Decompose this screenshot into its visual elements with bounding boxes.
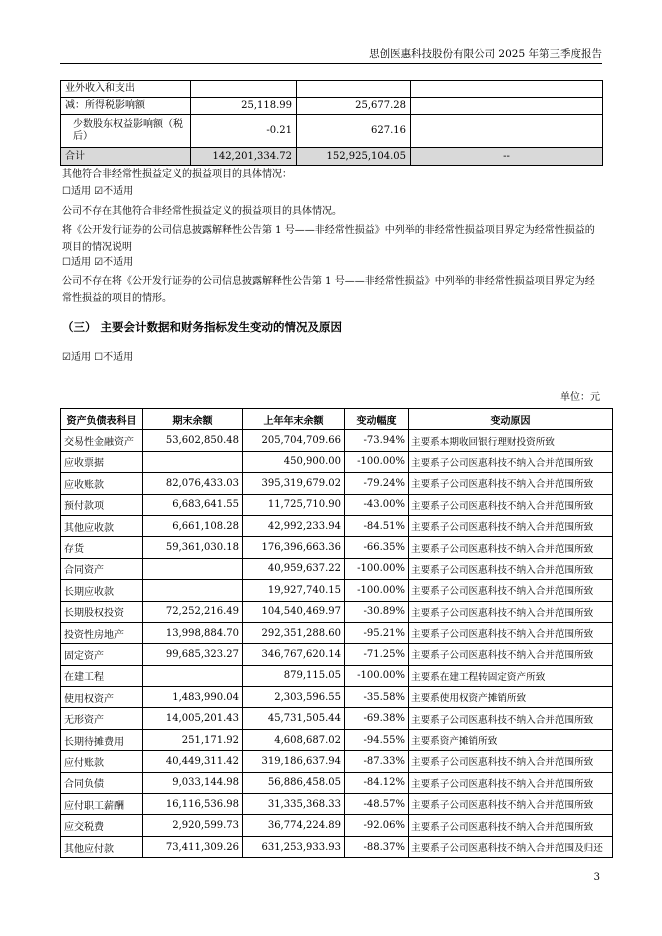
table-row [61,601,613,622]
change-rate: -66.35% [345,537,409,558]
change-reason: 主要系子公司医惠科技不纳入合并范围及归还 [409,836,613,857]
table-row [61,451,613,472]
page-number: 3 [593,872,600,883]
section-title: （三） 主要会计数据和财务指标发生变动的情况及原因 [62,320,343,334]
table-row [61,794,613,815]
table-row [61,644,613,665]
item-name: 交易性金融资产 [61,430,143,451]
item-name: 长期应收款 [61,580,143,601]
change-reason: 主要系子公司医惠科技不纳入合并范围所致 [409,644,613,665]
header-divider [60,63,602,64]
year-to-date-value: 627.16 [297,115,411,148]
table-row [61,537,613,558]
item-name: 长期待摊费用 [61,729,143,750]
item-name: 固定资产 [61,644,143,665]
column-header: 变动幅度 [345,409,409,430]
item-name: 使用权资产 [61,687,143,708]
change-rate: -69.38% [345,708,409,729]
prior-year-end-balance: 40,959,637.22 [243,558,345,579]
change-rate: -94.55% [345,729,409,750]
item-name: 长期股权投资 [61,601,143,622]
change-rate: -100.00% [345,558,409,579]
change-rate: -84.12% [345,772,409,793]
table-row [61,836,613,857]
period-end-balance: 14,005,201.43 [143,708,243,729]
paragraph-other-items: 其他符合非经常性损益定义的损益项目的具体情况： [62,169,292,180]
table-row [61,687,613,708]
table-row [61,665,613,686]
period-end-balance: 53,602,850.48 [143,430,243,451]
prior-year-end-balance: 56,886,458.05 [243,772,345,793]
item-name: 在建工程 [61,665,143,686]
table-row [61,115,603,148]
item-name: 合同负债 [61,772,143,793]
item-name: 应付账款 [61,751,143,772]
table-row [61,622,613,643]
item-name: 预付款项 [61,494,143,515]
column-header: 资产负债表科目 [61,409,143,430]
prior-year-end-balance: 36,774,224.89 [243,815,345,836]
period-end-balance: 1,483,990.04 [143,687,243,708]
period-end-balance: 40,449,311.42 [143,751,243,772]
change-reason: 主要系子公司医惠科技不纳入合并范围所致 [409,537,613,558]
prior-year-end-balance: 176,396,663.36 [243,537,345,558]
change-rate: -100.00% [345,451,409,472]
period-end-balance [143,665,243,686]
prior-year-end-balance: 42,992,233.94 [243,515,345,536]
table-row [61,580,613,601]
row-label: 合计 [61,148,191,166]
item-name: 合同资产 [61,558,143,579]
table-row [61,98,603,115]
prior-year-end-balance: 319,186,637.94 [243,751,345,772]
current-period-value: 142,201,334.72 [191,148,297,166]
period-end-balance: 82,076,433.03 [143,473,243,494]
change-rate: -43.00% [345,494,409,515]
change-rate: -100.00% [345,580,409,601]
note-cell [411,81,603,98]
period-end-balance [143,558,243,579]
table-row [61,430,613,451]
period-end-balance: 6,683,641.55 [143,494,243,515]
table-row [61,729,613,750]
table-row [61,473,613,494]
change-reason: 主要系子公司医惠科技不纳入合并范围所致 [409,451,613,472]
table-row [61,708,613,729]
period-end-balance: 16,116,536.98 [143,794,243,815]
period-end-balance: 59,361,030.18 [143,537,243,558]
table-row [61,558,613,579]
table-row [61,751,613,772]
item-name: 其他应付款 [61,836,143,857]
note-cell [411,115,603,148]
year-to-date-value [297,81,411,98]
prior-year-end-balance: 19,927,740.15 [243,580,345,601]
balance-change-table [60,408,613,858]
paragraph-reclassification: 将《公开发行证券的公司信息披露解释性公告第 1 号——非经常性损益》中列举的非经常性损益项目界定为经常性损益的项目的情况说明 [62,225,595,253]
prior-year-end-balance: 45,731,505.44 [243,708,345,729]
year-to-date-value: 25,677.28 [297,98,411,115]
item-name: 应收账款 [61,473,143,494]
prior-year-end-balance: 292,351,288.60 [243,622,345,643]
change-reason: 主要系在建工程转固定资产所致 [409,665,613,686]
change-reason: 主要系子公司医惠科技不纳入合并范围所致 [409,473,613,494]
column-header: 变动原因 [409,409,613,430]
item-name: 无形资产 [61,708,143,729]
change-reason: 主要系使用权资产摊销所致 [409,687,613,708]
item-name: 存货 [61,537,143,558]
period-end-balance: 99,685,323.27 [143,644,243,665]
period-end-balance: 9,033,144.98 [143,772,243,793]
period-end-balance: 72,252,216.49 [143,601,243,622]
applicability-checkbox-2: ☐适用 ☑不适用 [62,257,134,268]
change-rate: -73.94% [345,430,409,451]
change-rate: -79.24% [345,473,409,494]
change-reason: 主要系子公司医惠科技不纳入合并范围所致 [409,794,613,815]
item-name: 应交税费 [61,815,143,836]
table-row [61,515,613,536]
period-end-balance: 13,998,884.70 [143,622,243,643]
unit-label: 单位：元 [560,392,600,403]
table-row [61,772,613,793]
change-reason: 主要系子公司医惠科技不纳入合并范围所致 [409,515,613,536]
change-rate: -88.37% [345,836,409,857]
column-header: 期末余额 [143,409,243,430]
prior-year-end-balance: 2,303,596.55 [243,687,345,708]
change-reason: 主要系子公司医惠科技不纳入合并范围所致 [409,494,613,515]
non-recurring-table [60,80,603,166]
item-name: 其他应收款 [61,515,143,536]
change-reason: 主要系子公司医惠科技不纳入合并范围所致 [409,751,613,772]
change-rate: -100.00% [345,665,409,686]
item-name: 应收票据 [61,451,143,472]
change-rate: -48.57% [345,794,409,815]
table-header-row [61,409,613,430]
paragraph-no-other-items: 公司不存在其他符合非经常性损益定义的损益项目的具体情况。 [62,206,342,217]
row-label: 业外收入和支出 [61,81,191,98]
table-row [61,148,603,166]
table-row [61,815,613,836]
period-end-balance: 6,661,108.28 [143,515,243,536]
prior-year-end-balance: 104,540,469.97 [243,601,345,622]
period-end-balance [143,451,243,472]
change-rate: -87.33% [345,751,409,772]
note-cell: -- [411,148,603,166]
change-rate: -71.25% [345,644,409,665]
change-rate: -35.58% [345,687,409,708]
paragraph-no-reclassification: 公司不存在将《公开发行证券的公司信息披露解释性公告第 1 号——非经常性损益》中列举的非经常性损益项目界定为经常性损益的项目的情形。 [62,276,595,304]
period-end-balance: 2,920,599.73 [143,815,243,836]
period-end-balance [143,580,243,601]
change-rate: -84.51% [345,515,409,536]
prior-year-end-balance: 11,725,710.90 [243,494,345,515]
applicability-checkbox-1: ☐适用 ☑不适用 [62,186,134,197]
prior-year-end-balance: 879,115.05 [243,665,345,686]
applicability-checkbox-3: ☑适用 ☐不适用 [62,352,134,363]
change-reason: 主要系子公司医惠科技不纳入合并范围所致 [409,558,613,579]
change-reason: 主要系资产摊销所致 [409,729,613,750]
year-to-date-value: 152,925,104.05 [297,148,411,166]
item-name: 应付职工薪酬 [61,794,143,815]
change-reason: 主要系子公司医惠科技不纳入合并范围所致 [409,622,613,643]
prior-year-end-balance: 31,335,368.33 [243,794,345,815]
change-rate: -95.21% [345,622,409,643]
row-label: 减：所得税影响额 [61,98,191,115]
table-row [61,494,613,515]
change-rate: -92.06% [345,815,409,836]
prior-year-end-balance: 346,767,620.14 [243,644,345,665]
change-reason: 主要系子公司医惠科技不纳入合并范围所致 [409,815,613,836]
change-reason: 主要系子公司医惠科技不纳入合并范围所致 [409,772,613,793]
current-period-value: -0.21 [191,115,297,148]
prior-year-end-balance: 631,253,933.93 [243,836,345,857]
prior-year-end-balance: 205,704,709.66 [243,430,345,451]
prior-year-end-balance: 395,319,679.02 [243,473,345,494]
current-period-value [191,81,297,98]
period-end-balance: 251,171.92 [143,729,243,750]
item-name: 投资性房地产 [61,622,143,643]
change-reason: 主要系子公司医惠科技不纳入合并范围所致 [409,601,613,622]
change-reason: 主要系子公司医惠科技不纳入合并范围所致 [409,708,613,729]
current-period-value: 25,118.99 [191,98,297,115]
table-row [61,81,603,98]
prior-year-end-balance: 450,900.00 [243,451,345,472]
report-header: 思创医惠科技股份有限公司 2025 年第三季度报告 [369,48,602,60]
row-label: 少数股东权益影响额（税后） [61,115,191,148]
change-reason: 主要系本期收回银行理财投资所致 [409,430,613,451]
period-end-balance: 73,411,309.26 [143,836,243,857]
prior-year-end-balance: 4,608,687.02 [243,729,345,750]
note-cell [411,98,603,115]
change-rate: -30.89% [345,601,409,622]
change-reason: 主要系子公司医惠科技不纳入合并范围所致 [409,580,613,601]
column-header: 上年年末余额 [243,409,345,430]
